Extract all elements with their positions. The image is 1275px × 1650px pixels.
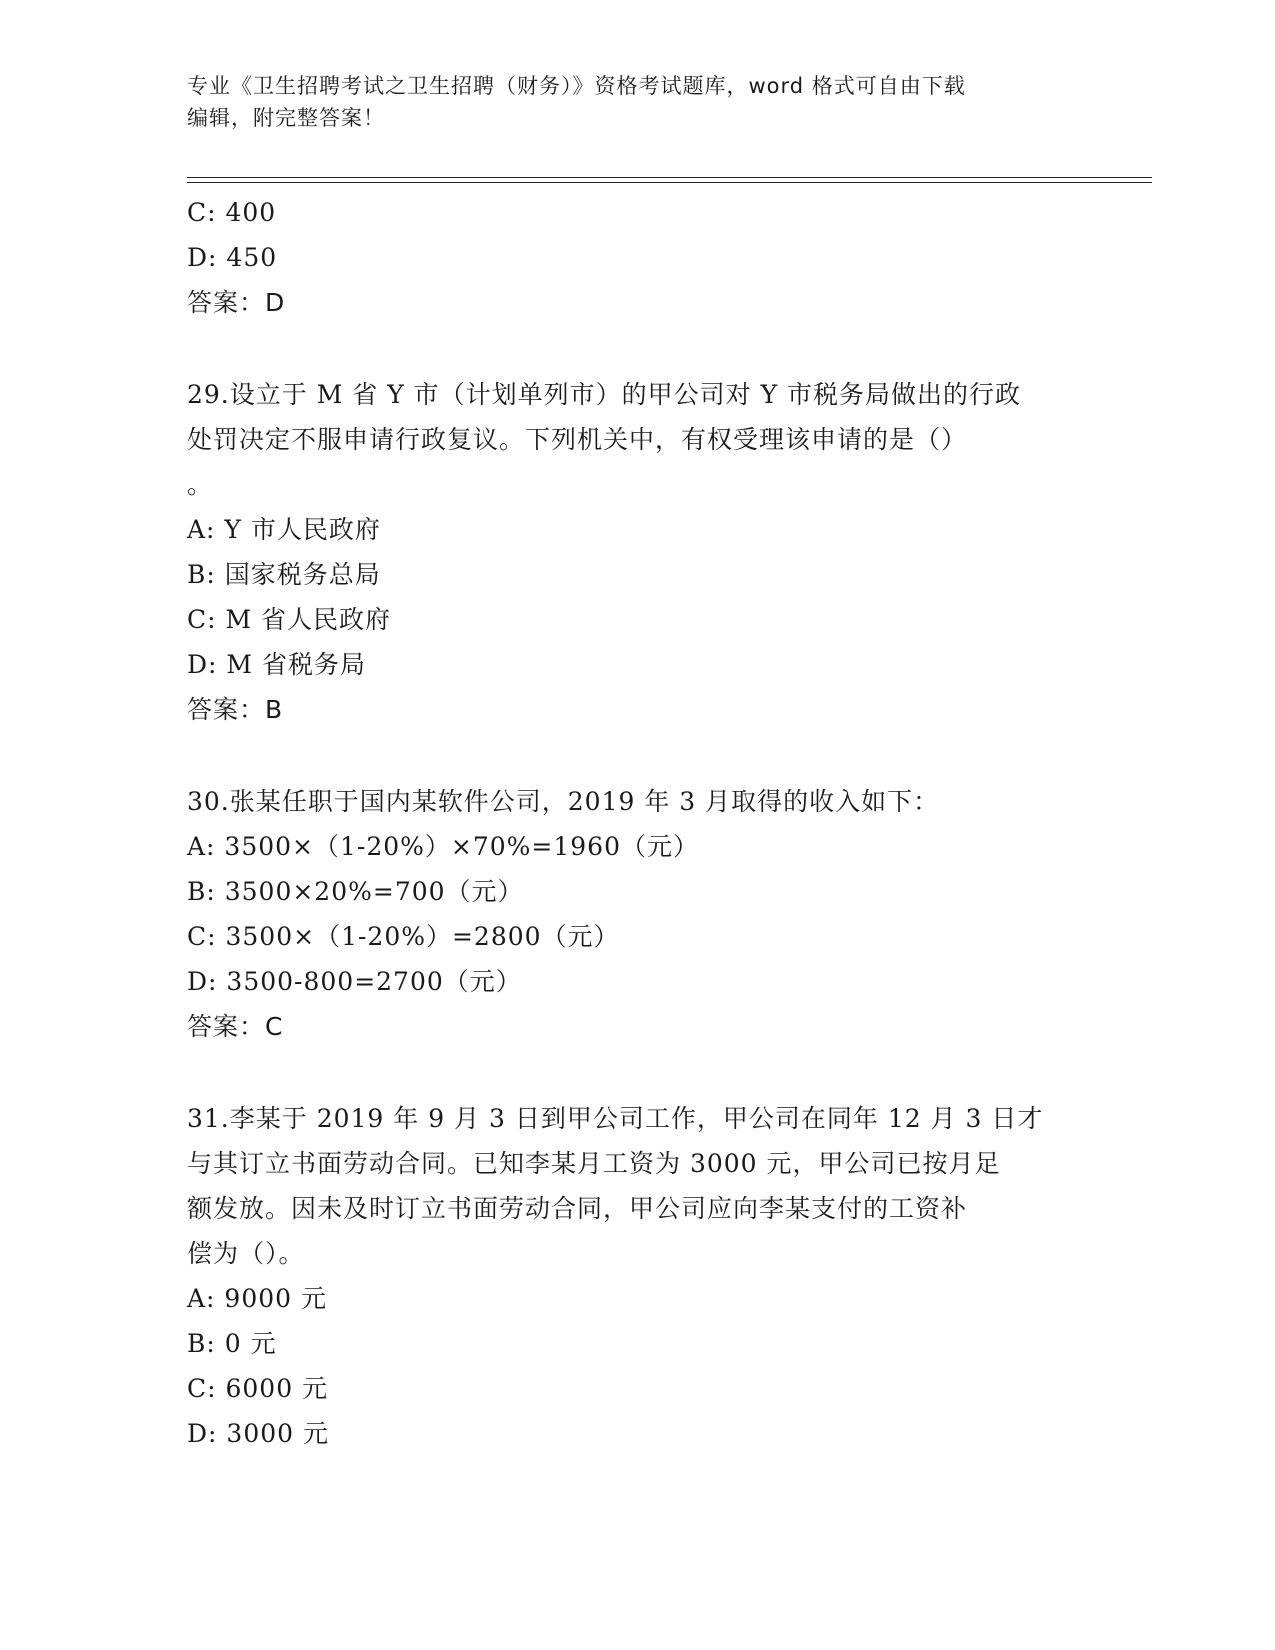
q28-answer: 答案：D (187, 288, 286, 317)
q31-option-c: C: 6000 元 (187, 1374, 329, 1403)
q30-stem-line-1: 30.张某任职于国内某软件公司，2019 年 3 月取得的收入如下： (187, 787, 940, 816)
q30-option-d: D: 3500-800=2700（元） (187, 967, 522, 996)
header-divider-bottom (187, 182, 1152, 183)
document-header (187, 70, 1067, 134)
question-28-tail (187, 190, 1077, 325)
spacer (187, 732, 1077, 779)
q29-option-c: C: M 省人民政府 (187, 605, 392, 634)
q31-option-d: D: 3000 元 (187, 1419, 329, 1448)
header-divider-top (187, 177, 1152, 178)
q29-option-a: A: Y 市人民政府 (187, 515, 381, 544)
q30-option-b: B: 3500×20%=700（元） (187, 877, 524, 906)
q30-option-a: A: 3500×（1-20%）×70%=1960（元） (187, 832, 699, 861)
spacer (187, 1049, 1077, 1096)
q29-stem-line-2: 处罚决定不服申请行政复议。下列机关中，有权受理该申请的是（） (187, 425, 968, 454)
q31-stem-line-4: 偿为（）。 (187, 1239, 305, 1268)
question-content (187, 190, 1077, 1456)
q29-option-b: B: 国家税务总局 (187, 560, 381, 589)
q29-answer: 答案：B (187, 695, 284, 724)
q31-stem-line-1: 31.李某于 2019 年 9 月 3 日到甲公司工作，甲公司在同年 12 月 3 日才 (187, 1104, 1044, 1133)
question-31 (187, 1096, 1077, 1456)
header-line-2: 编辑，附完整答案！ (187, 106, 385, 130)
question-29 (187, 372, 1077, 732)
q31-option-a: A: 9000 元 (187, 1284, 327, 1313)
q28-option-d: D: 450 (187, 243, 278, 272)
q31-stem-line-2: 与其订立书面劳动合同。已知李某月工资为 3000 元，甲公司已按月足 (187, 1149, 1001, 1178)
q29-stem-line-1: 29.设立于 M 省 Y 市（计划单列市）的甲公司对 Y 市税务局做出的行政 (187, 380, 1022, 409)
q31-option-b: B: 0 元 (187, 1329, 277, 1358)
spacer (187, 325, 1077, 372)
q31-stem-line-3: 额发放。因未及时订立书面劳动合同，甲公司应向李某支付的工资补 (187, 1194, 968, 1223)
q30-answer: 答案：C (187, 1012, 284, 1041)
q28-option-c: C: 400 (187, 198, 277, 227)
q29-option-d: D: M 省税务局 (187, 650, 366, 679)
question-30 (187, 779, 1077, 1049)
q29-stem-line-3: 。 (187, 470, 214, 499)
q30-option-c: C: 3500×（1-20%）=2800（元） (187, 922, 620, 951)
header-line-1: 专业《卫生招聘考试之卫生招聘（财务）》资格考试题库，word 格式可自由下载 (187, 74, 966, 98)
